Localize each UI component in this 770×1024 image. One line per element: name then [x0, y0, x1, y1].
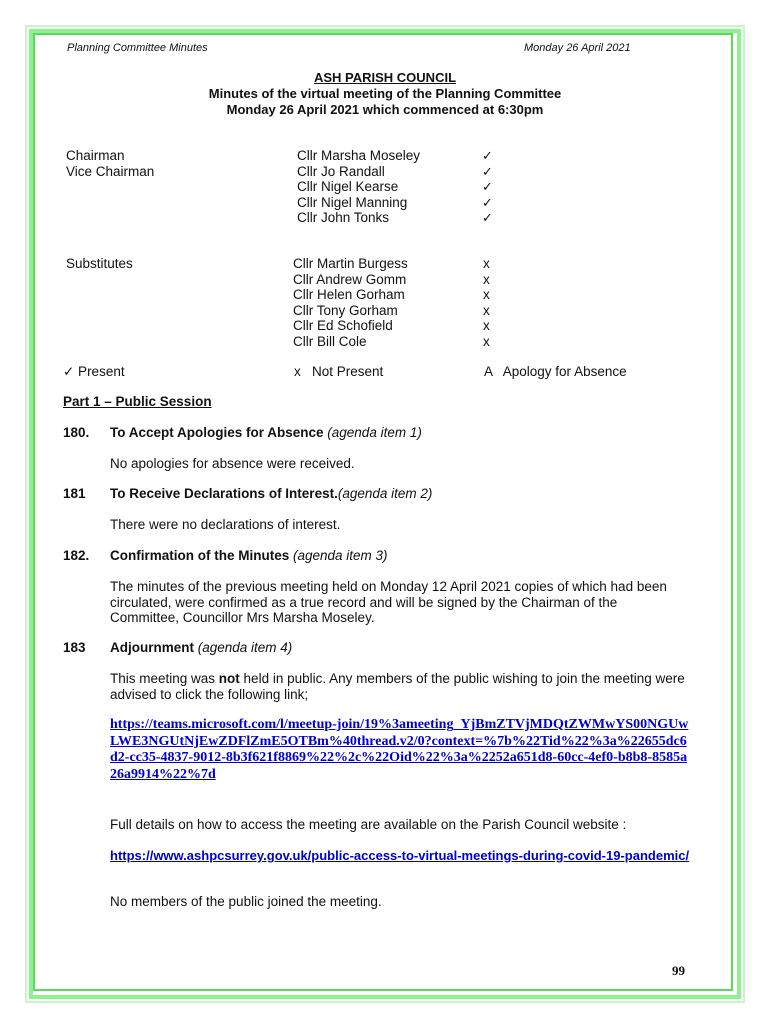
item-body: There were no declarations of interest.	[110, 517, 341, 532]
item-heading: Confirmation of the Minutes (agenda item 3)	[110, 548, 388, 563]
teams-meeting-link[interactable]: https://teams.microsoft.com/l/meetup-join/19%3ameeting_YjBmZTVjMDQtZWMwYS00NGUwLWE3NGUtNjEwZDFlZmE5OTBm%40thread.v2/0?context=%7b%22Tid%22%3a%22655dc6d2-cc35-4837-9012-8b3f621f8869%22%2c%22Oid%22%3a%2252a651d8-60cc-4ef0-b8b8-8585a26a9914%22%7d	[110, 717, 689, 782]
absent-mark: x	[483, 333, 490, 349]
website-link[interactable]: https://www.ashpcsurrey.gov.uk/public-access-to-virtual-meetings-during-covid-19-pandemic/	[110, 848, 690, 863]
member-name: Cllr Marsha Moseley	[297, 148, 421, 163]
meeting-date-title: Monday 26 April 2021 which commenced at 6:30pm	[226, 102, 544, 117]
substitute-name: Cllr Martin Burgess	[293, 256, 408, 271]
item-heading: Adjournment (agenda item 4)	[110, 640, 293, 655]
council-title: ASH PARISH COUNCIL	[313, 70, 457, 85]
substitute-name: Cllr Tony Gorham	[293, 302, 398, 318]
present-check-icon: ✓	[482, 194, 493, 210]
item-heading: To Receive Declarations of Interest.(agenda item 2)	[110, 486, 433, 501]
item-number: 183	[63, 640, 86, 655]
header-right: Monday 26 April 2021	[524, 42, 631, 54]
absent-mark: x	[483, 287, 490, 302]
closing-text: No members of the public joined the meeting.	[110, 894, 382, 909]
legend-present: ✓ Present	[63, 364, 125, 379]
substitute-name: Cllr Andrew Gomm	[293, 271, 407, 287]
substitute-name: Cllr Helen Gorham	[293, 287, 405, 302]
substitutes-label: Substitutes	[66, 256, 133, 271]
role-chairman: Chairman	[66, 148, 125, 163]
item-number: 182.	[63, 548, 90, 563]
absent-mark: x	[483, 302, 490, 318]
legend-not-present: x Not Present	[294, 364, 384, 379]
item-body: The minutes of the previous meeting held on Monday 12 April 2021 copies of which had been circulated, were confirmed as a true record and will be signed by the Chairman of the Committee, Councillor Mrs Marsha Moseley.	[110, 579, 667, 625]
present-check-icon: ✓	[482, 148, 493, 163]
page-number: 99	[672, 963, 685, 978]
present-check-icon: ✓	[482, 210, 493, 225]
header-left: Planning Committee Minutes	[67, 42, 208, 54]
item-body: No apologies for absence were received.	[110, 456, 355, 471]
details-text: Full details on how to access the meeting are available on the Parish Council website :	[110, 817, 627, 832]
item-heading: To Accept Apologies for Absence (agenda item 1)	[110, 425, 422, 440]
present-check-icon: ✓	[482, 163, 493, 179]
section-heading: Part 1 – Public Session	[63, 394, 212, 409]
item-number: 180.	[63, 425, 90, 440]
legend-apology: A Apology for Absence	[484, 364, 627, 379]
absent-mark: x	[483, 256, 490, 271]
member-name: Cllr Jo Randall	[297, 163, 385, 179]
member-name: Cllr Nigel Kearse	[297, 179, 399, 194]
absent-mark: x	[483, 271, 490, 287]
absent-mark: x	[483, 318, 490, 333]
substitute-name: Cllr Bill Cole	[293, 333, 367, 349]
item-number: 181	[63, 486, 86, 501]
present-check-icon: ✓	[482, 179, 493, 194]
meeting-title: Minutes of the virtual meeting of the Planning Committee	[208, 86, 562, 101]
member-name: Cllr Nigel Manning	[297, 194, 408, 210]
member-name: Cllr John Tonks	[297, 210, 390, 225]
substitute-name: Cllr Ed Schofield	[293, 318, 393, 333]
role-vice-chairman: Vice Chairman	[66, 163, 155, 179]
item-body: This meeting was not held in public. Any members of the public wishing to join the meeting were advised to click the following link;	[110, 671, 685, 702]
